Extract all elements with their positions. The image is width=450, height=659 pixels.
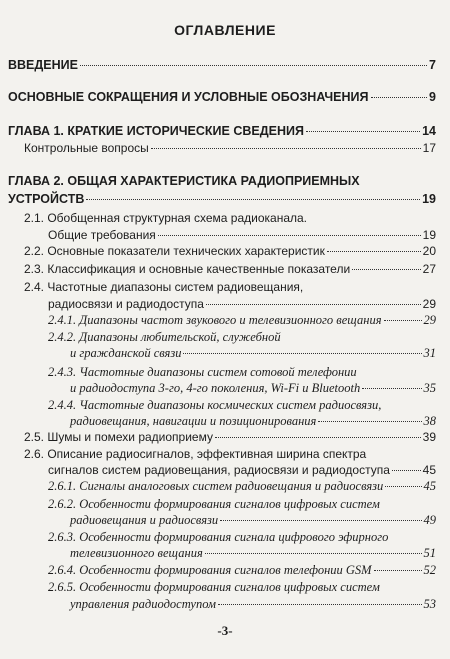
leader-dots [183, 353, 421, 354]
toc-entry-text: ВВЕДЕНИЕ [8, 58, 78, 72]
leader-dots [220, 520, 421, 521]
leader-dots [352, 269, 420, 270]
leader-dots [86, 199, 420, 200]
toc-entry-2-4-4 [70, 414, 436, 428]
toc-entry-2-6 [48, 463, 436, 477]
leader-dots [327, 251, 421, 252]
toc-page-number: 29 [422, 297, 436, 311]
leader-dots [384, 320, 422, 321]
toc-page-number: 7 [429, 58, 436, 72]
toc-entry-2-6-5-line1: 2.6.5. Особенности формирования сигналов цифровых систем [48, 580, 380, 594]
leader-dots [385, 486, 421, 487]
toc-page-number: 19 [422, 192, 436, 206]
toc-entry-text: ОСНОВНЫЕ СОКРАЩЕНИЯ И УСЛОВНЫЕ ОБОЗНАЧЕНИЯ [8, 90, 369, 104]
toc-entry-chapter-2-line1: ГЛАВА 2. ОБЩАЯ ХАРАКТЕРИСТИКА РАДИОПРИЕМНЫХ [8, 174, 360, 188]
toc-page-number: 19 [422, 228, 436, 242]
page-footer-number: -3- [217, 623, 233, 638]
leader-dots [306, 131, 420, 132]
toc-entry-review-questions [24, 141, 436, 155]
toc-entry-text: 2.2. Основные показатели технических характеристик [24, 244, 325, 258]
toc-entry-text: ГЛАВА 1. КРАТКИЕ ИСТОРИЧЕСКИЕ СВЕДЕНИЯ [8, 124, 304, 138]
toc-entry-text: УСТРОЙСТВ [8, 192, 85, 206]
toc-entry-2-4-2-line1: 2.4.2. Диапазоны любительской, служебной [48, 330, 281, 344]
toc-entry-chapter-1 [8, 124, 436, 138]
toc-entry-text: телевизионного вещания [70, 546, 203, 560]
toc-page-number: 49 [423, 513, 436, 527]
leader-dots [158, 235, 421, 236]
toc-entry-text: и гражданской связи [70, 346, 182, 360]
toc-entry-text: Контрольные вопросы [24, 141, 149, 155]
toc-page-number: 39 [422, 430, 436, 444]
toc-entry-2-6-3 [70, 546, 436, 560]
leader-dots [206, 304, 421, 305]
toc-entry-2-6-line1: 2.6. Описание радиосигналов, эффективная ширина спектра [24, 447, 367, 461]
toc-entry-text: 2.5. Шумы и помехи радиоприему [24, 430, 213, 444]
toc-entry-text: 2.3. Классификация и основные качественные показатели [24, 262, 351, 276]
toc-page-number: 51 [423, 546, 436, 560]
toc-entry-2-4-3 [70, 381, 436, 395]
leader-dots [392, 470, 421, 471]
toc-entry-2-3 [24, 262, 436, 276]
toc-entry-2-6-3-line1: 2.6.3. Особенности формирования сигнала цифрового эфирного [48, 530, 389, 544]
leader-dots [371, 97, 428, 98]
toc-page-number: 45 [423, 479, 436, 493]
leader-dots [215, 437, 421, 438]
toc-entry-2-6-1 [48, 479, 436, 493]
toc-page-number: 38 [423, 414, 436, 428]
leader-dots [374, 570, 422, 571]
toc-page-number: 27 [422, 262, 436, 276]
toc-entry-2-1-line1: 2.1. Обобщенная структурная схема радиоканала. [24, 211, 308, 225]
toc-entry-text: и радиодоступа 3-го, 4-го поколения, Wi-Fi и Bluetooth [70, 381, 361, 395]
toc-page-number: 14 [422, 124, 436, 138]
toc-entry-2-4-line1: 2.4. Частотные диапазоны систем радиовещания, [24, 280, 304, 294]
toc-page-number: 35 [423, 381, 436, 395]
toc-page-number: 29 [423, 313, 436, 327]
toc-page-number: 52 [423, 563, 436, 577]
page-title: ОГЛАВЛЕНИЕ [174, 22, 276, 38]
toc-entry-chapter-2 [8, 192, 436, 206]
leader-dots [151, 148, 421, 149]
toc-entry-introduction [8, 58, 436, 72]
toc-entry-2-5 [24, 430, 436, 444]
toc-entry-2-6-5 [70, 597, 436, 611]
toc-page-number: 45 [422, 463, 436, 477]
toc-entry-text: управления радиодоступом [70, 597, 216, 611]
toc-entry-2-6-4 [48, 563, 436, 577]
leader-dots [318, 421, 421, 422]
toc-entry-text: радиосвязи и радиодоступа [48, 297, 204, 311]
toc-entry-text: Общие требования [48, 228, 156, 242]
toc-entry-abbreviations [8, 90, 436, 104]
toc-entry-text: радиовещания, навигации и позиционирования [70, 414, 317, 428]
toc-page-number: 53 [423, 597, 436, 611]
toc-entry-2-4-2 [70, 346, 436, 360]
toc-page-number: 20 [422, 244, 436, 258]
toc-entry-2-2 [24, 244, 436, 258]
toc-entry-2-4-4-line1: 2.4.4. Частотные диапазоны космических систем радиосвязи, [48, 398, 382, 412]
toc-entry-text: 2.6.4. Особенности формирования сигналов телефонии GSM [48, 563, 372, 577]
toc-entry-text: радиовещания и радиосвязи [70, 513, 219, 527]
toc-entry-text: 2.6.1. Сигналы аналоговых систем радиовещания и радиосвязи [48, 479, 384, 493]
toc-entry-2-6-2 [70, 513, 436, 527]
leader-dots [218, 604, 422, 605]
toc-entry-text: 2.4.1. Диапазоны частот звукового и телевизионного вещания [48, 313, 382, 327]
toc-entry-2-1 [48, 228, 436, 242]
toc-entry-2-6-2-line1: 2.6.2. Особенности формирования сигналов цифровых систем [48, 497, 380, 511]
toc-entry-text: сигналов систем радиовещания, радиосвязи и радиодоступа [48, 463, 390, 477]
toc-page-number: 31 [423, 346, 436, 360]
toc-page-number: 9 [429, 90, 436, 104]
leader-dots [362, 388, 421, 389]
toc-entry-2-4 [48, 297, 436, 311]
toc-entry-2-4-1 [48, 313, 436, 327]
leader-dots [80, 65, 427, 66]
toc-page-number: 17 [422, 141, 436, 155]
leader-dots [205, 553, 422, 554]
toc-entry-2-4-3-line1: 2.4.3. Частотные диапазоны систем сотовой телефонии [48, 365, 357, 379]
